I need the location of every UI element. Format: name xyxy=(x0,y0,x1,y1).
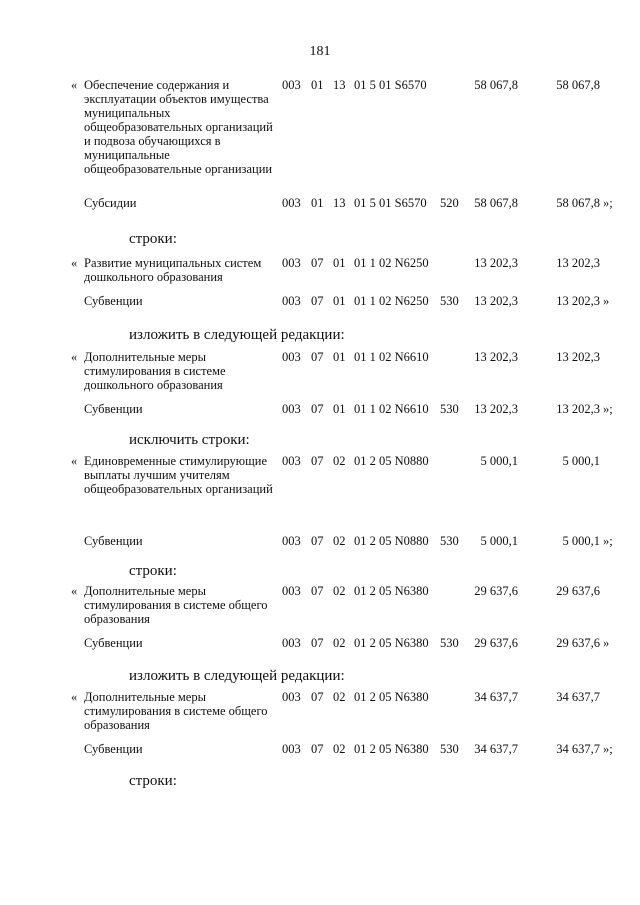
section-label: строки: xyxy=(129,563,177,579)
target-article-code: 01 1 02 N6250 xyxy=(354,256,429,270)
target-article-code: 01 2 05 N0880 xyxy=(354,534,429,548)
ministry-code: 003 xyxy=(282,294,301,308)
subsection-code: 13 xyxy=(333,78,346,92)
amount-year-2: 29 637,6 xyxy=(556,584,600,598)
expense-type-code: 530 xyxy=(440,636,459,650)
section-code: 07 xyxy=(311,294,324,308)
amount-year-2: 13 202,3 xyxy=(556,402,600,416)
subsection-code: 01 xyxy=(333,294,346,308)
ministry-code: 003 xyxy=(282,690,301,704)
target-article-code: 01 1 02 N6610 xyxy=(354,350,429,364)
closing-quote: »; xyxy=(603,196,613,210)
table-row xyxy=(0,402,640,426)
section-code: 07 xyxy=(311,350,324,364)
target-article-code: 01 2 05 N0880 xyxy=(354,454,429,468)
section-code: 01 xyxy=(311,78,324,92)
ministry-code: 003 xyxy=(282,636,301,650)
row-name: Обеспечение содержания и эксплуатации объектов имущества муниципальных общеобразовательных организаций и подвоза обучающихся в муниципальные общеобразовательные организации xyxy=(84,78,273,176)
closing-quote: »; xyxy=(603,402,613,416)
table-row xyxy=(0,742,640,766)
closing-quote: » xyxy=(603,636,610,650)
subsection-code: 13 xyxy=(333,196,346,210)
amount-year-1: 34 637,7 xyxy=(474,742,518,756)
amount-year-1: 58 067,8 xyxy=(474,196,518,210)
row-name-cell xyxy=(72,584,277,626)
row-name-cell xyxy=(72,196,277,210)
row-name: Субвенции xyxy=(84,294,143,308)
amount-year-2: 5 000,1 xyxy=(562,534,600,548)
section-code: 07 xyxy=(311,584,324,598)
row-name: Субвенции xyxy=(84,402,143,416)
ministry-code: 003 xyxy=(282,196,301,210)
target-article-code: 01 2 05 N6380 xyxy=(354,690,429,704)
opening-quote: « xyxy=(71,256,78,270)
section-label: изложить в следующей редакции: xyxy=(129,668,345,684)
row-name: Субвенции xyxy=(84,742,143,756)
target-article-code: 01 5 01 S6570 xyxy=(354,78,427,92)
ministry-code: 003 xyxy=(282,256,301,270)
row-name: Развитие муниципальных систем дошкольного образования xyxy=(84,256,262,284)
amount-year-2: 13 202,3 xyxy=(556,294,600,308)
amount-year-2: 13 202,3 xyxy=(556,256,600,270)
subsection-code: 01 xyxy=(333,350,346,364)
target-article-code: 01 1 02 N6610 xyxy=(354,402,429,416)
row-name: Единовременные стимулирующие выплаты лучшим учителям общеобразовательных организаций xyxy=(84,454,273,496)
target-article-code: 01 5 01 S6570 xyxy=(354,196,427,210)
subsection-code: 02 xyxy=(333,742,346,756)
amount-year-2: 5 000,1 xyxy=(562,454,600,468)
expense-type-code: 530 xyxy=(440,294,459,308)
row-name-cell xyxy=(72,534,277,548)
section-label: строки: xyxy=(129,773,177,789)
amount-year-2: 34 637,7 xyxy=(556,690,600,704)
section-code: 01 xyxy=(311,196,324,210)
section-code: 07 xyxy=(311,454,324,468)
expense-type-code: 530 xyxy=(440,534,459,548)
row-name: Дополнительные меры стимулирования в системе общего образования xyxy=(84,584,268,626)
row-name-cell xyxy=(72,636,277,650)
subsection-code: 01 xyxy=(333,256,346,270)
amount-year-1: 13 202,3 xyxy=(474,402,518,416)
ministry-code: 003 xyxy=(282,454,301,468)
opening-quote: « xyxy=(71,78,78,92)
table-row xyxy=(0,256,640,294)
ministry-code: 003 xyxy=(282,350,301,364)
row-name: Субвенции xyxy=(84,534,143,548)
closing-quote: »; xyxy=(603,534,613,548)
opening-quote: « xyxy=(71,584,78,598)
amount-year-1: 13 202,3 xyxy=(474,256,518,270)
row-name: Субсидии xyxy=(84,196,137,210)
target-article-code: 01 2 05 N6380 xyxy=(354,742,429,756)
target-article-code: 01 1 02 N6250 xyxy=(354,294,429,308)
amount-year-1: 29 637,6 xyxy=(474,636,518,650)
table-row xyxy=(0,196,640,222)
expense-type-code: 530 xyxy=(440,742,459,756)
amount-year-2: 58 067,8 xyxy=(556,78,600,92)
table-row xyxy=(0,294,640,320)
row-name-cell xyxy=(72,742,277,756)
section-label: исключить строки: xyxy=(129,432,250,448)
subsection-code: 02 xyxy=(333,690,346,704)
table-row xyxy=(0,78,640,196)
row-name: Дополнительные меры стимулирования в системе дошкольного образования xyxy=(84,350,226,392)
closing-quote: »; xyxy=(603,742,613,756)
page-number: 181 xyxy=(309,44,331,59)
closing-quote: » xyxy=(603,294,610,308)
subsection-code: 01 xyxy=(333,402,346,416)
ministry-code: 003 xyxy=(282,742,301,756)
amount-year-1: 58 067,8 xyxy=(474,78,518,92)
amount-year-1: 29 637,6 xyxy=(474,584,518,598)
row-name-cell xyxy=(72,256,277,284)
opening-quote: « xyxy=(71,350,78,364)
ministry-code: 003 xyxy=(282,402,301,416)
table-row xyxy=(0,690,640,742)
row-name: Дополнительные меры стимулирования в системе общего образования xyxy=(84,690,268,732)
subsection-code: 02 xyxy=(333,534,346,548)
target-article-code: 01 2 05 N6380 xyxy=(354,584,429,598)
row-name: Субвенции xyxy=(84,636,143,650)
opening-quote: « xyxy=(71,690,78,704)
section-code: 07 xyxy=(311,534,324,548)
amount-year-1: 5 000,1 xyxy=(480,454,518,468)
table-row xyxy=(0,636,640,662)
table-row xyxy=(0,454,640,534)
amount-year-2: 58 067,8 xyxy=(556,196,600,210)
row-name-cell xyxy=(72,294,277,308)
section-code: 07 xyxy=(311,636,324,650)
table-row xyxy=(0,534,640,558)
section-label: изложить в следующей редакции: xyxy=(129,327,345,343)
subsection-code: 02 xyxy=(333,636,346,650)
section-code: 07 xyxy=(311,690,324,704)
section-label: строки: xyxy=(129,231,177,247)
subsection-code: 02 xyxy=(333,584,346,598)
subsection-code: 02 xyxy=(333,454,346,468)
amount-year-2: 29 637,6 xyxy=(556,636,600,650)
expense-type-code: 520 xyxy=(440,196,459,210)
row-name-cell xyxy=(72,350,277,392)
budget-table xyxy=(0,78,640,796)
section-code: 07 xyxy=(311,402,324,416)
ministry-code: 003 xyxy=(282,534,301,548)
row-name-cell xyxy=(72,454,277,496)
amount-year-2: 34 637,7 xyxy=(556,742,600,756)
table-row xyxy=(0,584,640,636)
amount-year-1: 13 202,3 xyxy=(474,350,518,364)
row-name-cell xyxy=(72,690,277,732)
expense-type-code: 530 xyxy=(440,402,459,416)
section-code: 07 xyxy=(311,742,324,756)
amount-year-1: 5 000,1 xyxy=(480,534,518,548)
row-name-cell xyxy=(72,402,277,416)
amount-year-2: 13 202,3 xyxy=(556,350,600,364)
table-row xyxy=(0,350,640,402)
section-code: 07 xyxy=(311,256,324,270)
ministry-code: 003 xyxy=(282,78,301,92)
ministry-code: 003 xyxy=(282,584,301,598)
row-name-cell xyxy=(72,78,277,176)
opening-quote: « xyxy=(71,454,78,468)
target-article-code: 01 2 05 N6380 xyxy=(354,636,429,650)
amount-year-1: 34 637,7 xyxy=(474,690,518,704)
amount-year-1: 13 202,3 xyxy=(474,294,518,308)
